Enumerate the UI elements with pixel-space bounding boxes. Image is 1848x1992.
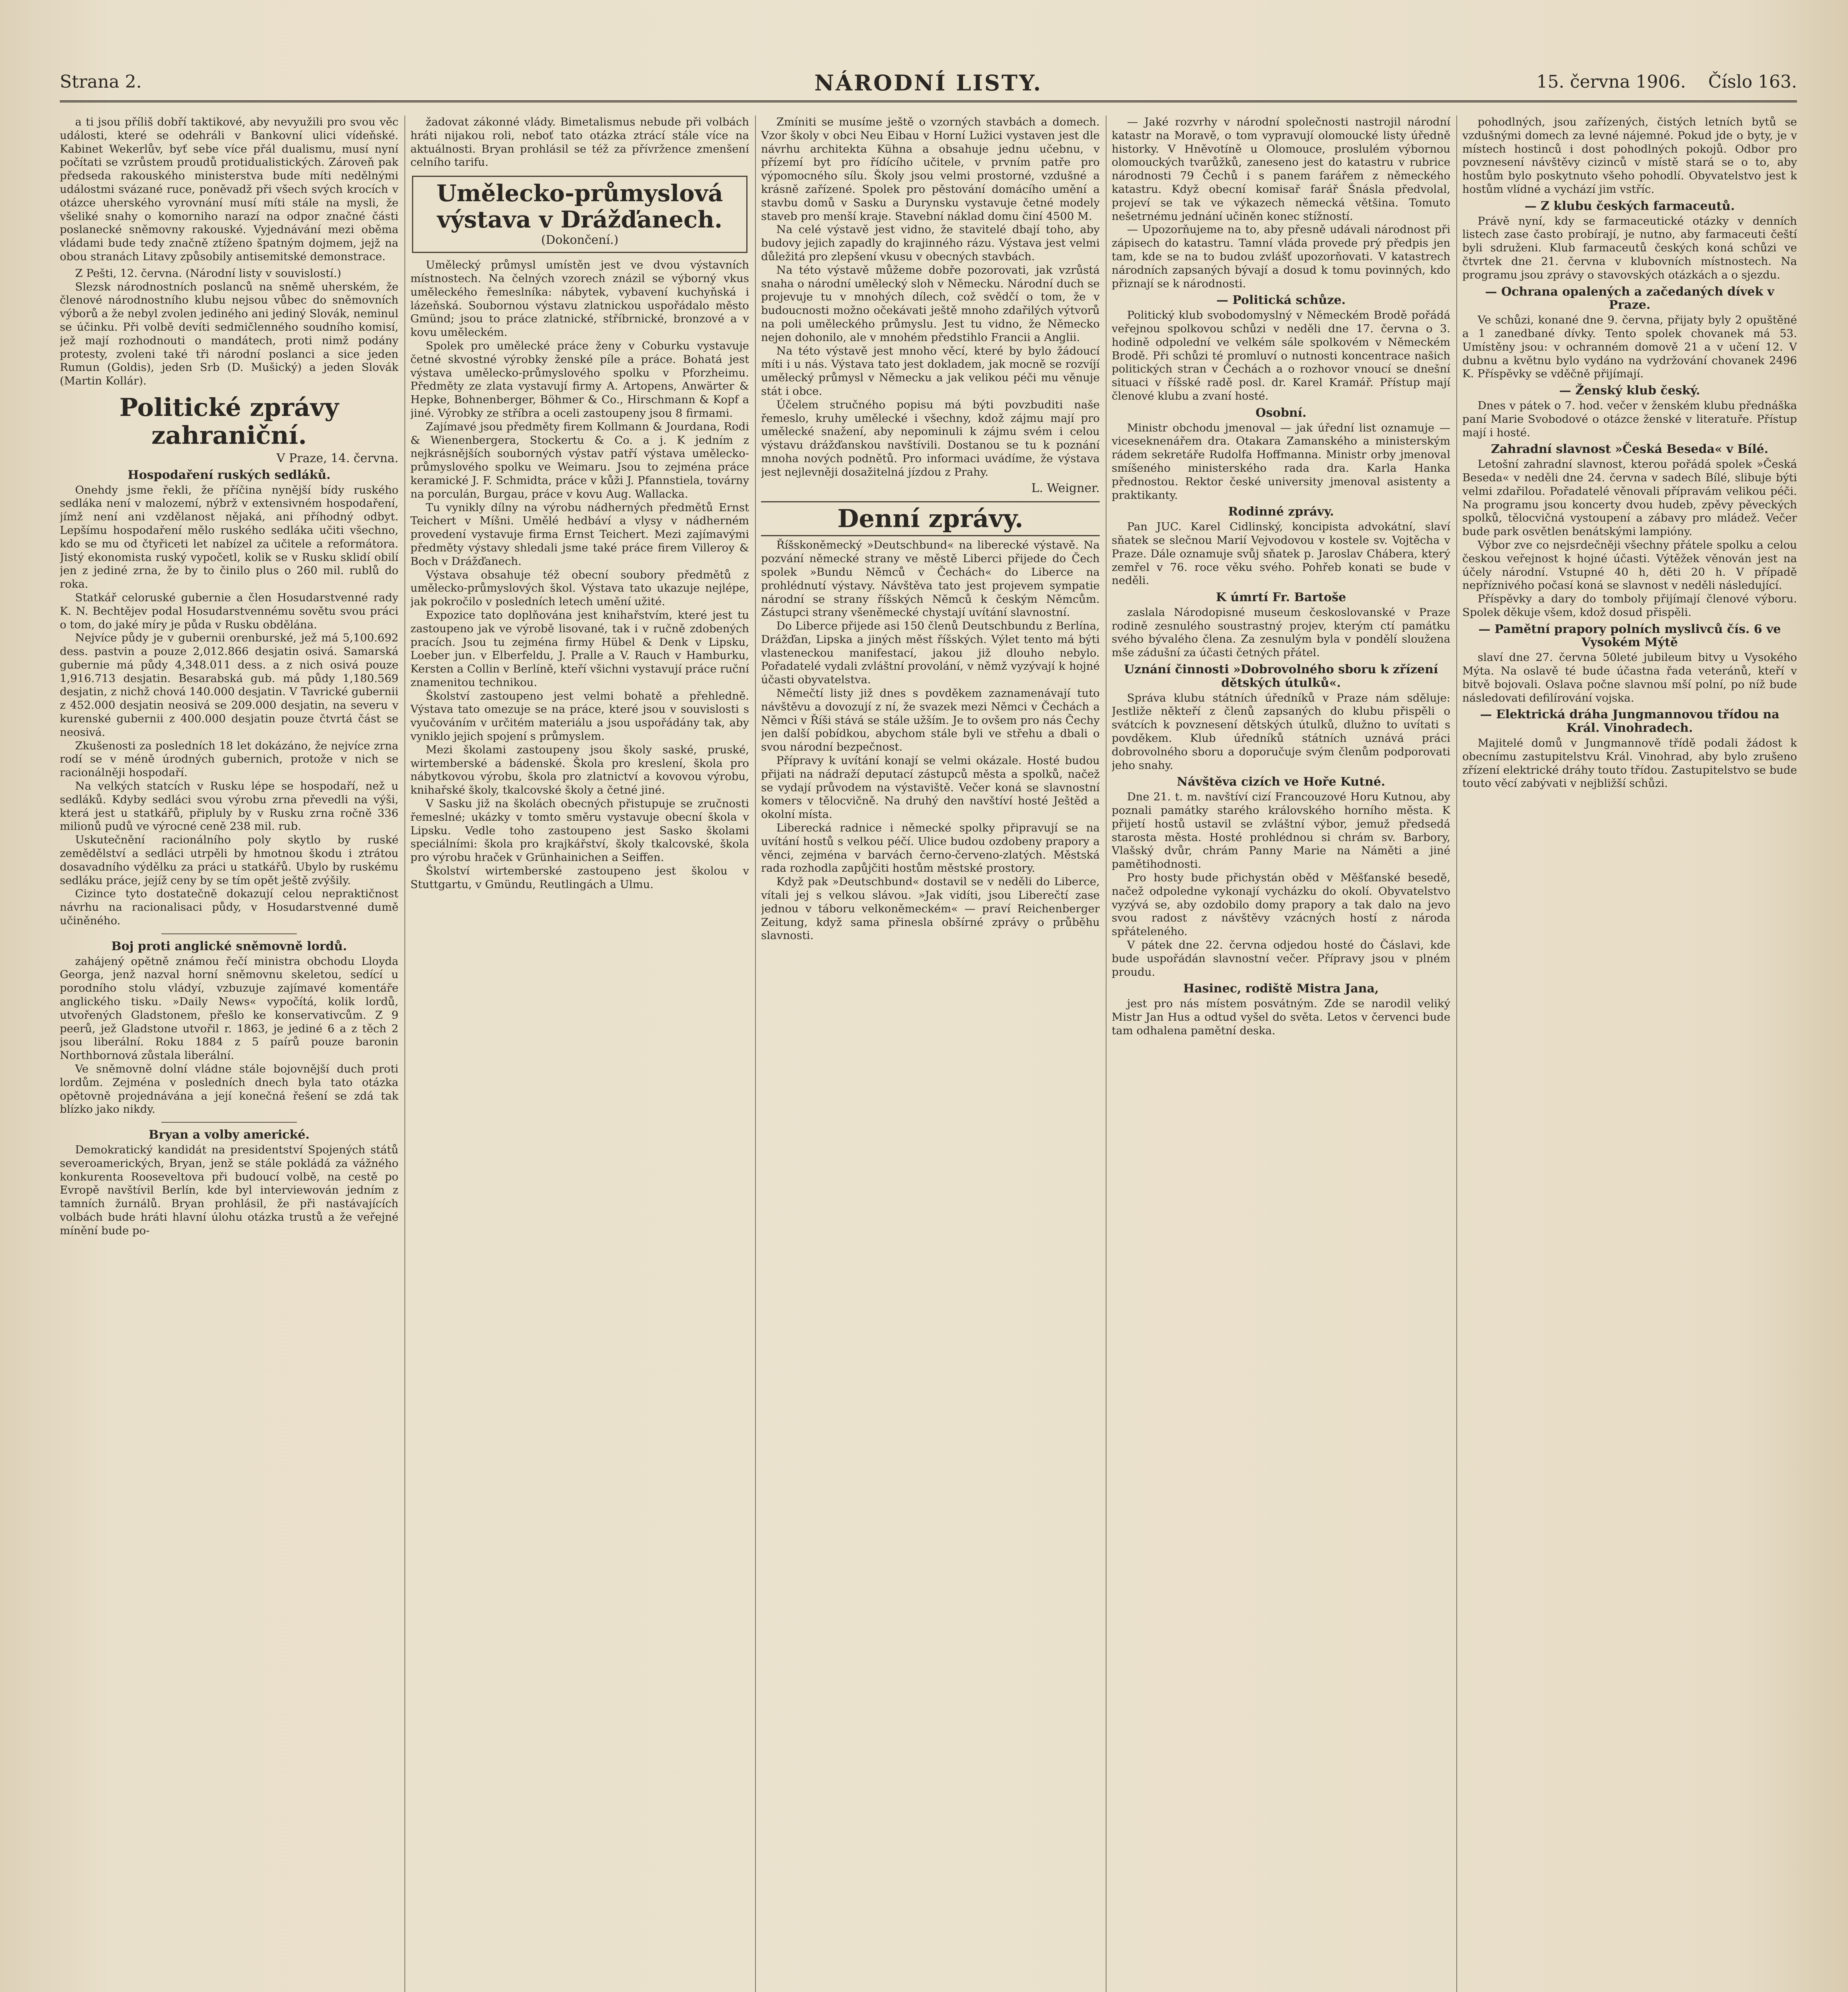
article-text: Tu vynikly dílny na výrobu nádherných předmětů Ernst Teichert v Míšni. Umělé hedbáví a vlysy v nádherném provedení vystavuje firma Ernst Teichert. Mezi zajímavými předměty výstavy shledali jsme také práce firem Villeroy & Boch v Drážďanech. [410, 501, 749, 568]
article-text: slaví dne 27. června 50leté jubileum bitvy u Vysokého Mýta. Na oslavě té bude účastna řada veteránů, kteří v bitvě bojovali. Oslava počne slavnou mší polní, po níž bude následovati defilírování vojska. [1462, 651, 1797, 704]
article-text: Uskutečnění racionálního poly skytlo by ruské zemědělství a sedláci utrpěli by hmotnou škodu i ztrátou dosavadního výdělku za práci u statkářů. Ubylo by ruskému sedláku práce, jejíž ceny by se tím opět ještě zvýšily. [60, 833, 398, 887]
article-heading: — Ochrana opalených a začedaných dívek v Praze. [1485, 284, 1774, 312]
article-text: pohodlných, jsou zařízených, čistých letních bytů se vzdušnými domech za levné nájemné. Pokud jde o byty, je v místech hostinců i dost pohodlných pokojů. Odbor pro povznesení návštěvy cizinců v místě stará se o to, aby hostům bylo poskytnuto všeho pohodlí. Obyvatelstvo jest k hostům vlídné a vychází jim vstříc. [1462, 116, 1797, 196]
article-text: zahájený opětně známou řečí ministra obchodu Lloyda Georga, jenž nazval horní sněmovnu skeletou, sedící u porodního stolu vládyí, vzbuzuje zajímavé komentáře anglického tisku. »Daily News« vypočítá, kolik lordů, utvořených Gladstonem, přešlo ke konservativcům. Z 9 peerů, jež Gladstone utvořil r. 1863, je jediné 6 a z těch 2 jsou liberální. Roku 1884 z 5 paírů pouze baronin Northbornová zůstala liberální. [60, 955, 398, 1062]
page-number: Strana 2. [60, 72, 142, 92]
article-text: Na této výstavě můžeme dobře pozorovati, jak vzrůstá snaha o národní umělecký sloh v Německu. Národní duch se projevuje tu v mnohých dílech, což svědčí o tom, že v budoucnosti možno očekávati ještě mnoho zdařilých výtvorů na poli uměleckého průmyslu. Jest tu vidno, že Německo nejen dohonilo, ale v mnohém předstihlo Francii a Anglii. [761, 263, 1100, 344]
article-text: Expozice tato doplňována jest knihařstvím, které jest tu zastoupeno jak ve výrobě lisované, tak i v ručně zdobených pracích. Jsou tu zejména firmy Hübel & Denk v Lipsku, Loeber jun. v Elberfeldu, J. Pralle a V. Rauch v Hamburku, Kersten a Collin v Berlíně, kteří všichni vystavují práce ruční znamenitou technikou. [410, 608, 749, 689]
article-text: Letošní zahradní slavnost, kterou pořádá spolek »Česká Beseda« v neděli dne 24. června v sadech Bílé, slibuje býti velmi zdařilou. Pořadatelé věnovali přípravám velikou péči. Na programu jsou koncerty dvou hudeb, zpěvy pěveckých spolků, tělocvičná vystoupení a zábavy pro mládež. Večer bude park osvětlen benátskými lampióny. [1462, 458, 1797, 538]
article-text: Němečtí listy již dnes s povděkem zaznamenávají tuto návštěvu a dovozují z ní, že svazek mezi Němci v Čechách a Němci v Říši stává se stále užším. Je to ovšem pro nás Čechy jen další pobídkou, abychom stále byli ve střehu a dbali o svou národní bezpečnost. [761, 687, 1100, 754]
article-text: Onehdy jsme řekli, že příčina nynější bídy ruského sedláka není v malozemí, nýbrž v extensivném hospodaření, jímž není ani vzdělanost nějaká, ani příhodný odbyt. Lepšímu hospodaření mělo ruského sedláka učiti všechno, kdo se mu od čtyřiceti let nabízel za učitele a reformátora. Jistý ekonomista ruský vypočetl, kolik se v Rusku sklidí obilí jen z jediné zrna, že by to činilo plus o 260 mil. rublů do roka. [60, 483, 398, 591]
article-continuation: a ti jsou příliš dobří taktikové, aby nevyužili pro svou věc události, které se odehráli v Bankovní ulici vídeňské. Kabinet Wekerlův, byť sebe více přál dualismu, musí nyní počítati se vzrůstem proudů protidualistických. Zároveň pak předseda rakouského ministerstva bude míti nedělnými událostmi svázané ruce, poněvadž při všech svých krocích v otázce uherského vyrovnání musí míti stále na mysli, že všeliké snahy o komorniho narazí na odpor značné části poslanecké sněmovny rakouské. Vyjednávání mezi oběma vládami bude tedy značně ztíženo špatným dojmem, jejž na obou stranách Litavy způsobily antisemitské demonstrace. [60, 116, 398, 263]
issue-info [1536, 72, 1797, 92]
column-4 [1112, 116, 1450, 1992]
article-text: Ministr obchodu jmenoval — jak úřední list oznamuje — viceseknenářem dra. Otakara Zamanského a ministerským rádem sekretáře Rudolfa Hoffmanna. Ministr orby jmenoval smíšeného ministerského rada dra. Karla Hanka přednostou. Rektor české university jmenoval asistenty a praktikanty. [1112, 421, 1450, 502]
issue-number: Číslo 163. [1708, 72, 1797, 92]
masthead-rule [60, 100, 1797, 102]
article-text: Slezsk národnostních poslanců na sněmě uherském, že členové národnostního klubu nejsou vůbec do sněmovních výborů a že nebyl zvolen jediného ani jediný Slovák, neminul se účinku. Při volbě devíti sedmičlenného soudního komisí, jež mají rozhodnouti o mandátech, proti nimž podány protesty, zvoleni také tři národní poslanci a sice jeden Rumun (Goldis), jeden Srb (D. Mušický) a jeden Slovák (Martin Kollár). [60, 280, 398, 388]
article-text: Cizince tyto dostatečně dokazují celou nepraktičnost návrhu na racionalisaci půdy, v Hosudarstvenné dumě učiněného. [60, 887, 398, 927]
article-text: Výbor zve co nejsrdečněji všechny přátele spolku a celou českou veřejnost k hojné účasti. Výtěžek věnován jest na účely národní. Vstupné 40 h, děti 20 h. V případě nepříznivého počasí koná se slavnost v neděli následující. [1462, 538, 1797, 592]
article-text: Výstava obsahuje též obecní soubory předmětů z umělecko-průmyslových škol. Výstava tato ukazuje nejlépe, jak pokročilo v posledních letech umění užité. [410, 568, 749, 608]
newspaper-title: NÁRODNÍ LISTY. [814, 70, 1043, 96]
dateline: Z Pešti, 12. června. (Národní listy v souvislostí.) [75, 267, 341, 280]
article-text: Školství zastoupeno jest velmi bohatě a přehledně. Výstava tato omezuje se na práce, které jsou v souvislosti s vyučováním v určitém materiálu a jsou uspořádány tak, aby vyniklo jejich spojení s průmyslem. [410, 689, 749, 743]
article-text: Dnes v pátek o 7. hod. večer v ženském klubu přednáška paní Marie Svobodové o otázce ženské v literatuře. Přístup mají i hosté. [1462, 399, 1797, 439]
article-heading: Boj proti anglické sněmovně lordů. [111, 939, 347, 953]
article-text: Přípravy k uvítání konají se velmi okázale. Hosté budou přijati na nádraží deputací zástupců města a spolků, načež se vydají průvodem na výstaviště. Večer koná se slavnostní komers v tělocvičně. Na druhý den navštíví hosté Ještěd a okolní místa. [761, 754, 1100, 821]
article-text: Na velkých statcích v Rusku lépe se hospodaří, než u sedláků. Kdyby sedláci svou výrobu zrna převedli na výši, která jest u statkářů, připluly by v Rusku zrna ročně 336 milionů pudů ve výrocné ceně 238 mil. rub. [60, 780, 398, 833]
article-text: Majitelé domů v Jungmannově třídě podali žádost k obecnímu zastupitelstvu Král. Vinohrad, aby bylo zrušeno zřízení elektrické dráhy touto třídou. Zastupitelstvo se bude touto věcí zabývati v nejbližší schůzi. [1462, 737, 1797, 790]
article-text: V Sasku již na školách obecných přistupuje se zručnosti řemeslné; ukázky v tomto směru vystavuje obecní škola v Lipsku. Vedle toho zastoupeno jest Sasko školami speciálními: škola pro krajkářství, školy tkalcovské, škola pro výrobu hraček v Grünhainichen a Seiffen. [410, 797, 749, 864]
feature-subtitle: (Dokončení.) [541, 233, 619, 247]
article-heading: Uznání činnosti »Dobrovolného sboru k zřízení dětských útulků«. [1124, 663, 1438, 690]
article-text: Zkušenosti za posledních 18 let dokázáno, že nejvíce zrna rodí se v méně úrodných gubernich, protože v nich se racionálněji hospodaří. [60, 739, 398, 779]
article-text: Mezi školami zastoupeny jsou školy saské, pruské, wirtemberské a bádenské. Škola pro kreslení, škola pro nábytkovou výrobu, škola pro zlatnictví a kovovou výrobu, knihařské školy, tkalcovské školy a četné jiné. [410, 743, 749, 797]
article-text: Příspěvky a dary do tomboly přijímají členové výboru. Spolek děkuje všem, kdož dosud přispěli. [1462, 592, 1797, 619]
article-text: Účelem stručného popisu má býti povzbuditi naše řemeslo, kruhy umělecké i všechny, kdož zájmu mají pro umělecké snažení, aby nepominuli k zájmu svém i celou výstavu drážďanskou navštívili. Dostanou se tu k poznání mnoha nových podnětů. Pro informaci uvádíme, že výstava jest nejlevněji dosažitelná jízdou z Prahy. [761, 398, 1100, 478]
article-text: Nejvíce půdy je v gubernii orenburské, jež má 5,100.692 dess. pastvin a pouze 2,012.866 desjatin osivá. Samarská gubernie má půdy 4,348.011 dess. a z nich osivá pouze 1,916.713 desjatin. Besarabská gub. má půdy 1,180.569 desjatin, z nichž chová 140.000 desjatin. V Tavrické gubernii z 452.000 desjatin neosivá se 209.000 desjatin, na severu v kurenské gubernii z 400.000 desjatin pouze čtvrtá část se neosivá. [60, 631, 398, 739]
article-text: Zmíniti se musíme ještě o vzorných stavbách a domech. Vzor školy v obci Neu Eibau v Horní Lužici vystaven jest dle návrhu architekta Kühna a obsahuje jednu učebnu, v přízemí byt pro řídícího učitele, v prvním patře pro výpomocného sílu. Školy jsou velmi prostorné, vzdušné a krásně zařízené. Spolek pro pěstování domácího umění a stavbu domů v Sasku a Durynsku vystavuje četné modely staveb pro menší kraje. Stavební náklad domu činí 4500 M. [761, 116, 1100, 223]
column-2 [410, 116, 749, 1992]
article-heading: Osobní. [1256, 406, 1307, 420]
article-heading: — Pamětní prapory polních myslivců čís. 6 ve Vysokém Mýtě [1478, 622, 1781, 650]
masthead [60, 72, 1797, 100]
section-headline: Denní zprávy. [761, 501, 1100, 536]
article-heading: Hospodaření ruských sedláků. [128, 468, 331, 482]
article-text: — Upozorňujeme na to, aby přesně udávali národnost při zápisech do katastru. Tamní vláda provede prý předpis jen tam, kde se na to budou zvlášť upozorňovati. V katastrech národních zapsaných bývají a dosud k tomu povinných, kdo přiznají se k národnosti. [1112, 223, 1450, 290]
article-heading: Rodinné zprávy. [1228, 505, 1334, 519]
article-text: Na celé výstavě jest vidno, že stavitelé dbají toho, aby budovy jejich zapadly do krajinného rázu. Výstava jest velmi důležitá pro zlepšení vkusu v obecných stavbách. [761, 223, 1100, 263]
article-heading: Bryan a volby americké. [149, 1128, 310, 1142]
dateline: V Praze, 14. června. [276, 451, 398, 465]
feature-headline-box [412, 176, 747, 253]
article-heading: Zahradní slavnost »Česká Beseda« v Bílé. [1491, 442, 1769, 457]
article-text: Politický klub svobodomyslný v Německém Brodě pořádá veřejnou spolkovou schůzi v neděli dne 17. června o 3. hodině odpolední ve velkém sále spolkovém v Německém Brodě. Při schůzi té promluví o nutnosti koncentrace našich politických stran v Čechách a o rozhovor vnoucí se dnešní situaci v říšské radě posl. dr. Karel Kramář. Přístup mají členové klubu a zvaní hosté. [1112, 309, 1450, 402]
column-divider [404, 116, 405, 1992]
article-continuation: žadovat zákonné vlády. Bimetalismus nebude při volbách hráti nijakou roli, neboť tato otázka ztrácí stále více na aktuálnosti. Bryan prohlásil se též za přívržence zmenšení celního tarifu. [410, 116, 749, 169]
article-text: Umělecký průmysl umístěn jest ve dvou výstavních místnostech. Na čelných vzorech znázil se výborný vkus uměleckého řemeslníka: nábytek, vybavení kuchyňská i lázeňská. Soubornou výstavu zlatnickou uspořádalo město Gmünd; jsou to práce zlatnické, stříbrnické, bronzové a v kovu uměleckém. [410, 259, 749, 339]
article-heading: — Elektrická dráha Jungmannovou třídou na Král. Vinohradech. [1480, 708, 1779, 735]
article-heading: — Politická schůze. [1216, 293, 1346, 308]
article-text: Spolek pro umělecké práce ženy v Coburku vystavuje četné skvostné výrobky ženské píle a práce. Bohatá jest výstava umělecko-průmyslového spolku v Pforzheimu. Předměty ze zlata vystavují firmy A. Artopens, Anwärter & Hepke, Bohnenberger, Böhmer & Co., Hirschmann & Kopf a jiné. Výrobky ze stříbra a oceli zastoupeny jsou 8 firmami. [410, 339, 749, 420]
article-text: Statkář celoruské gubernie a člen Hosudarstvenné rady K. N. Bechtějev podal Hosudarstvennému sovětu svou práci o tom, do jaké míry je půda v Rusku obdělána. [60, 591, 398, 631]
article-text: Školství wirtemberské zastoupeno jest školou v Stuttgartu, v Gmündu, Reutlingách a Ulmu. [410, 865, 749, 891]
issue-date: 15. června 1906. [1536, 72, 1686, 92]
article-text: Do Liberce přijede asi 150 členů Deutschbundu z Berlína, Drážďan, Lipska a jiných měst říšských. Výlet tento má býti vlasteneckou manifestací, jakou již dlouho nebylo. Pořadatelé vydali zvláštní provolání, v němž vyzývají k hojné účasti obyvatelstva. [761, 620, 1100, 686]
article-heading: — Z klubu českých farmaceutů. [1524, 199, 1735, 213]
column-5 [1462, 116, 1797, 1992]
article-text: Správa klubu státních úředníků v Praze nám sděluje: Jestliže někteří z členů zapsaných do klubu přispěli o svátcích k povznesení dětských útulků, dlužno to uvítati s povděkem. Klub úředníků státních uznává práci dobrovolného sboru a doporučuje svým členům podporovati jeho snahy. [1112, 691, 1450, 772]
article-text: Liberecká radnice i německé spolky připravují se na uvítání hostů s velkou péčí. Ulice budou ozdobeny prapory a věnci, zejména v barvách černo-červeno-zlatých. Městská rada rozhodla zapůjčiti hostům městské prostory. [761, 822, 1100, 875]
column-3 [761, 116, 1100, 1992]
separator [161, 1122, 297, 1123]
article-text: Říšskoněmecký »Deutschbund« na liberecké výstavě. Na pozvání německé strany ve městě Liberci přijede do Čech spolek »Bundu Němců v Čechách« do Liberce na prohlédnutí výstavy. Návštěva tato jest projevem sympatie národní se strany říšských Němců k českým Němcům. Zástupci strany všeněmecké chystají uvítání slavnostní. [761, 539, 1100, 619]
article-text: Na této výstavě jest mnoho věcí, které by bylo žádoucí míti i u nás. Výstava tato jest dokladem, jak mocně se rozvíjí umělecký průmysl v Německu a jak velikou péči mu věnuje stát i obce. [761, 344, 1100, 398]
article-heading: Hasinec, rodiště Mistra Jana, [1183, 982, 1379, 996]
column-divider [1456, 116, 1457, 1992]
article-text: Ve sněmovně dolní vládne stále bojovnější duch proti lordům. Zejména v posledních dnech byla tato otázka opětovně projednávána a její konečná řešení se zdá tak blízko jako nikdy. [60, 1063, 398, 1116]
separator [161, 933, 297, 934]
article-text: — Jaké rozvrhy v národní společnosti nastrojil národní katastr na Moravě, o tom vypravují olomoucké listy úředně historky. V Hněvotíně u Olomouce, proslulém výbornou olomouckých tvarůžků, zaneseno jest do katastru v rubrice národnosti 79 Čechů i s panem farářem z německého katastru. Když obecní komisař farář Šnásla předvolal, projeví se tak ve výkazech německá většina. Tomuto nešetrnému jednání učiněn konec stížností. [1112, 116, 1450, 223]
section-headline: Politické zprávy zahraniční. [119, 392, 339, 450]
article-text: Demokratický kandidát na presidentství Spojených států severoamerických, Bryan, jenž se stále pokládá za vážného konkurenta Rooseveltova při budoucí volbě, na cestě po Evropě navštívil Berlín, kde byl interviewován jedním z tamních žurnálů. Bryan prohlásil, že při nastávajících volbách bude hráti hlavní úlohu otázka trustů a že veřejné mínění bude po- [60, 1143, 398, 1237]
feature-title: Umělecko-průmyslová výstava v Drážďanech. [436, 180, 723, 233]
column-1 [60, 116, 398, 1992]
article-text: Ve schůzi, konané dne 9. června, přijaty byly 2 opuštěné a 1 zanedbané dívky. Tento spolek chovanek má 53. Umístěny jsou: v ochranném domově 21 a v učení 12. V dubnu a květnu bylo vydáno na vydržování chovanek 2496 K. Příspěvky se vděčně přijímají. [1462, 314, 1797, 380]
article-heading: — Ženský klub český. [1559, 384, 1700, 398]
article-text: Když pak »Deutschbund« dostavil se v neděli do Liberce, vítali jej s velkou slávou. »Jak vidíti, jsou Liberečtí zase jednou v táboru velkoněmeckém« — praví Reichenberger Zeitung, když sama přinesla obšírné zprávy o průběhu slavnosti. [761, 875, 1100, 942]
article-text: Pro hosty bude přichystán oběd v Měšťanské besedě, načež odpoledne vykonají vycházku do okolí. Obyvatelstvo vyzývá se, aby ozdobilo domy prapory a tak dalo na jevo svou radost z návštěvy vzácných hostí z národa spřáteleného. [1112, 871, 1450, 938]
article-text: Zajímavé jsou předměty firem Kollmann & Jourdana, Rodi & Wienenbergera, Stockertu & Co. a j. K jedním z nejkrásnějších souborných výstav patří výstava umělecko-průmyslového spolku ve Weimaru. Jsou to zejména práce keramické J. F. Schmidta, práce v kůži J. Pfannstiela, továrny na porculán, Burgau, práce v kovu Aug. Wallacka. [410, 420, 749, 500]
author-signature: L. Weigner. [1031, 481, 1100, 495]
article-text: zaslala Národopisné museum českoslovanské v Praze rodině zesnulého soustrastný projev, kterým ctí památku svého bývalého člena. Za zesnulým byla v pondělí sloužena mše zádušní za účasti četných přátel. [1112, 606, 1450, 659]
article-heading: K úmrtí Fr. Bartoše [1216, 590, 1346, 605]
article-text: V pátek dne 22. června odjedou hosté do Čáslavi, kde bude uspořádán slavnostní večer. Přípravy jsou v plném proudu. [1112, 939, 1450, 978]
article-heading: Návštěva cizích ve Hoře Kutné. [1177, 775, 1385, 789]
column-divider [755, 116, 756, 1992]
article-text: Dne 21. t. m. navštíví cizí Francouzové Horu Kutnou, aby poznali památky starého královského horního města. K přijetí hostů ustavil se zvláštní výbor, jemuž předsedá starosta města. Hosté prohlédnou si chrám sv. Barbory, Vlašský dvůr, chrám Panny Marie na Náměti a jiné pamětihodnosti. [1112, 790, 1450, 871]
article-text: Právě nyní, kdy se farmaceutické otázky v denních listech zase často probírají, je nutno, aby farmaceuti čeští byli sdruženi. Klub farmaceutů českých koná schůzi ve čtvrtek dne 21. června v klubovních místnostech. Na programu jsou zprávy o stavovských otázkách a o sjezdu. [1462, 214, 1797, 281]
article-text: jest pro nás místem posvátným. Zde se narodil veliký Mistr Jan Hus a odtud vyšel do světa. Letos v červenci bude tam odhalena pamětní deska. [1112, 997, 1450, 1037]
article-text: Pan JUC. Karel Cidlinský, koncipista advokátní, slaví sňatek se slečnou Marií Vejvodovou v kostele sv. Vojtěcha v Praze. Dále oznamuje svůj sňatek p. Jaroslav Chábera, který zemřel v 76. roce věku svého. Pohřeb konati se bude v neděli. [1112, 520, 1450, 587]
